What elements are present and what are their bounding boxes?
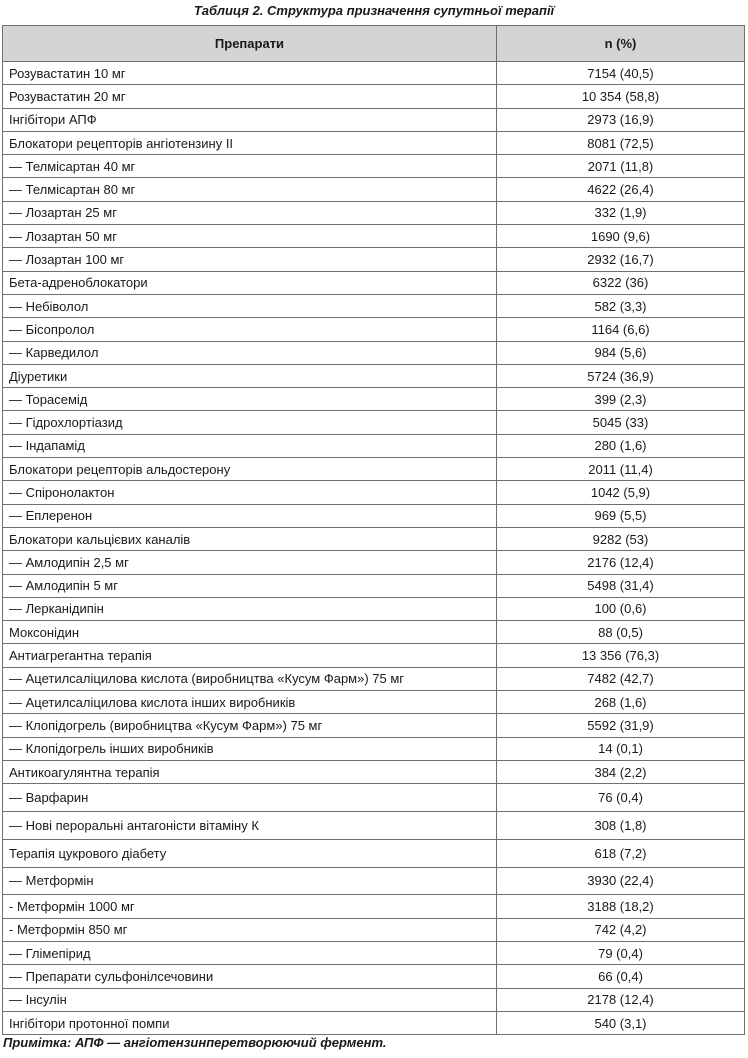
drug-count: 5592 (31,9) bbox=[497, 714, 745, 737]
table-caption: Таблиця 2. Структура призначення супутньої терапії bbox=[193, 3, 555, 18]
table-row bbox=[3, 667, 745, 690]
drug-name: Розувастатин 10 мг bbox=[3, 62, 497, 85]
table-row bbox=[3, 434, 745, 457]
drug-count: 384 (2,2) bbox=[497, 760, 745, 783]
drug-subitem-name: — Амлодипін 5 мг bbox=[3, 574, 497, 597]
drug-subitem-name: — Спіронолактон bbox=[3, 481, 497, 504]
drug-name: Інгібітори АПФ bbox=[3, 108, 497, 131]
table-row bbox=[3, 201, 745, 224]
drug-subitem-name: — Лозартан 50 мг bbox=[3, 225, 497, 248]
drug-count: 14 (0,1) bbox=[497, 737, 745, 760]
drug-count: 5724 (36,9) bbox=[497, 364, 745, 387]
drug-subitem-name: — Телмісартан 80 мг bbox=[3, 178, 497, 201]
drug-count: 3188 (18,2) bbox=[497, 895, 745, 918]
drug-subitem-name: — Ацетилсаліцилова кислота (виробництва «Кусум Фарм») 75 мг bbox=[3, 667, 497, 690]
drug-group-name: Блокатори рецепторів ангіотензину II bbox=[3, 131, 497, 154]
table-row bbox=[3, 364, 745, 387]
drug-count: 79 (0,4) bbox=[497, 941, 745, 964]
table-row bbox=[3, 941, 745, 964]
table-row bbox=[3, 1011, 745, 1034]
table-row bbox=[3, 294, 745, 317]
drug-count: 332 (1,9) bbox=[497, 201, 745, 224]
table-row bbox=[3, 481, 745, 504]
drug-group-name: Антиагрегантна терапія bbox=[3, 644, 497, 667]
drug-subitem-name: — Метформін bbox=[3, 867, 497, 895]
drug-subitem-name: — Глімепірид bbox=[3, 941, 497, 964]
drug-subitem-name: — Карведилол bbox=[3, 341, 497, 364]
drug-count: 2178 (12,4) bbox=[497, 988, 745, 1011]
table-row bbox=[3, 965, 745, 988]
drug-subitem-name: — Лозартан 100 мг bbox=[3, 248, 497, 271]
drug-count: 399 (2,3) bbox=[497, 388, 745, 411]
drug-count: 10 354 (58,8) bbox=[497, 85, 745, 108]
drug-group-name: Бета-адреноблокатори bbox=[3, 271, 497, 294]
table-row bbox=[3, 341, 745, 364]
table-row bbox=[3, 691, 745, 714]
table-row bbox=[3, 248, 745, 271]
drug-name: Інгібітори протонної помпи bbox=[3, 1011, 497, 1034]
drug-name: Моксонідин bbox=[3, 621, 497, 644]
drug-subitem-name: — Бісопролол bbox=[3, 318, 497, 341]
drug-subitem-name: — Гідрохлортіазид bbox=[3, 411, 497, 434]
table-row bbox=[3, 108, 745, 131]
drug-group-name: Терапія цукрового діабету bbox=[3, 839, 497, 867]
table-row bbox=[3, 867, 745, 895]
drug-subitem-name: — Лозартан 25 мг bbox=[3, 201, 497, 224]
table-header-row bbox=[3, 26, 745, 62]
drug-subitem-name: — Лерканідипін bbox=[3, 597, 497, 620]
drug-count: 618 (7,2) bbox=[497, 839, 745, 867]
drug-subitem-name: — Індапамід bbox=[3, 434, 497, 457]
drug-subitem-name: — Варфарин bbox=[3, 784, 497, 812]
table-row bbox=[3, 784, 745, 812]
drug-subitem-name: — Телмісартан 40 мг bbox=[3, 155, 497, 178]
table-row bbox=[3, 839, 745, 867]
drug-count: 8081 (72,5) bbox=[497, 131, 745, 154]
drug-subsubitem-name: - Метформін 1000 мг bbox=[3, 895, 497, 918]
table-row bbox=[3, 714, 745, 737]
drug-group-name: Діуретики bbox=[3, 364, 497, 387]
drug-count: 2071 (11,8) bbox=[497, 155, 745, 178]
table-row bbox=[3, 411, 745, 434]
drug-count: 9282 (53) bbox=[497, 527, 745, 550]
drug-count: 88 (0,5) bbox=[497, 621, 745, 644]
table-row bbox=[3, 527, 745, 550]
drug-subitem-name: — Амлодипін 2,5 мг bbox=[3, 551, 497, 574]
drug-group-name: Блокатори кальцієвих каналів bbox=[3, 527, 497, 550]
table-row bbox=[3, 178, 745, 201]
drug-count: 2932 (16,7) bbox=[497, 248, 745, 271]
drug-count: 582 (3,3) bbox=[497, 294, 745, 317]
drug-subitem-name: — Ацетилсаліцилова кислота інших виробників bbox=[3, 691, 497, 714]
drug-count: 280 (1,6) bbox=[497, 434, 745, 457]
therapy-table bbox=[2, 25, 745, 1035]
table-row bbox=[3, 155, 745, 178]
table-row bbox=[3, 644, 745, 667]
table-row bbox=[3, 988, 745, 1011]
drug-count: 1690 (9,6) bbox=[497, 225, 745, 248]
drug-count: 308 (1,8) bbox=[497, 812, 745, 840]
drug-name: Розувастатин 20 мг bbox=[3, 85, 497, 108]
drug-count: 2011 (11,4) bbox=[497, 458, 745, 481]
drug-subitem-name: — Нові пероральні антагоністи вітаміну К bbox=[3, 812, 497, 840]
table-row bbox=[3, 85, 745, 108]
drug-count: 5498 (31,4) bbox=[497, 574, 745, 597]
table-row bbox=[3, 597, 745, 620]
drug-count: 3930 (22,4) bbox=[497, 867, 745, 895]
drug-count: 5045 (33) bbox=[497, 411, 745, 434]
table-row bbox=[3, 737, 745, 760]
drug-count: 13 356 (76,3) bbox=[497, 644, 745, 667]
table-row bbox=[3, 62, 745, 85]
table-row bbox=[3, 760, 745, 783]
drug-count: 969 (5,5) bbox=[497, 504, 745, 527]
drug-count: 268 (1,6) bbox=[497, 691, 745, 714]
drug-count: 2973 (16,9) bbox=[497, 108, 745, 131]
table-row bbox=[3, 318, 745, 341]
drug-count: 100 (0,6) bbox=[497, 597, 745, 620]
table-row bbox=[3, 131, 745, 154]
table-row bbox=[3, 551, 745, 574]
drug-subitem-name: — Інсулін bbox=[3, 988, 497, 1011]
drug-count: 2176 (12,4) bbox=[497, 551, 745, 574]
drug-subitem-name: — Клопідогрель (виробництва «Кусум Фарм») 75 мг bbox=[3, 714, 497, 737]
header-count: n (%) bbox=[497, 26, 745, 62]
drug-count: 742 (4,2) bbox=[497, 918, 745, 941]
header-drugs: Препарати bbox=[3, 26, 497, 62]
drug-count: 7482 (42,7) bbox=[497, 667, 745, 690]
table-row bbox=[3, 621, 745, 644]
drug-subitem-name: — Клопідогрель інших виробників bbox=[3, 737, 497, 760]
table-row bbox=[3, 918, 745, 941]
table-row bbox=[3, 895, 745, 918]
table-row bbox=[3, 458, 745, 481]
drug-subitem-name: — Торасемід bbox=[3, 388, 497, 411]
drug-subsubitem-name: - Метформін 850 мг bbox=[3, 918, 497, 941]
table-row bbox=[3, 271, 745, 294]
drug-group-name: Блокатори рецепторів альдостерону bbox=[3, 458, 497, 481]
drug-count: 7154 (40,5) bbox=[497, 62, 745, 85]
table-footnote: Примітка: АПФ — ангіотензинперетворюючий фермент. bbox=[3, 1035, 387, 1050]
drug-count: 984 (5,6) bbox=[497, 341, 745, 364]
drug-count: 76 (0,4) bbox=[497, 784, 745, 812]
drug-count: 1164 (6,6) bbox=[497, 318, 745, 341]
drug-count: 66 (0,4) bbox=[497, 965, 745, 988]
drug-subitem-name: — Еплеренон bbox=[3, 504, 497, 527]
table-row bbox=[3, 574, 745, 597]
table-row bbox=[3, 812, 745, 840]
drug-group-name: Антикоагулянтна терапія bbox=[3, 760, 497, 783]
drug-count: 6322 (36) bbox=[497, 271, 745, 294]
table-row bbox=[3, 225, 745, 248]
table-row bbox=[3, 504, 745, 527]
drug-count: 4622 (26,4) bbox=[497, 178, 745, 201]
drug-count: 1042 (5,9) bbox=[497, 481, 745, 504]
drug-subitem-name: — Небіволол bbox=[3, 294, 497, 317]
drug-subitem-name: — Препарати сульфонілсечовини bbox=[3, 965, 497, 988]
table-row bbox=[3, 388, 745, 411]
drug-count: 540 (3,1) bbox=[497, 1011, 745, 1034]
